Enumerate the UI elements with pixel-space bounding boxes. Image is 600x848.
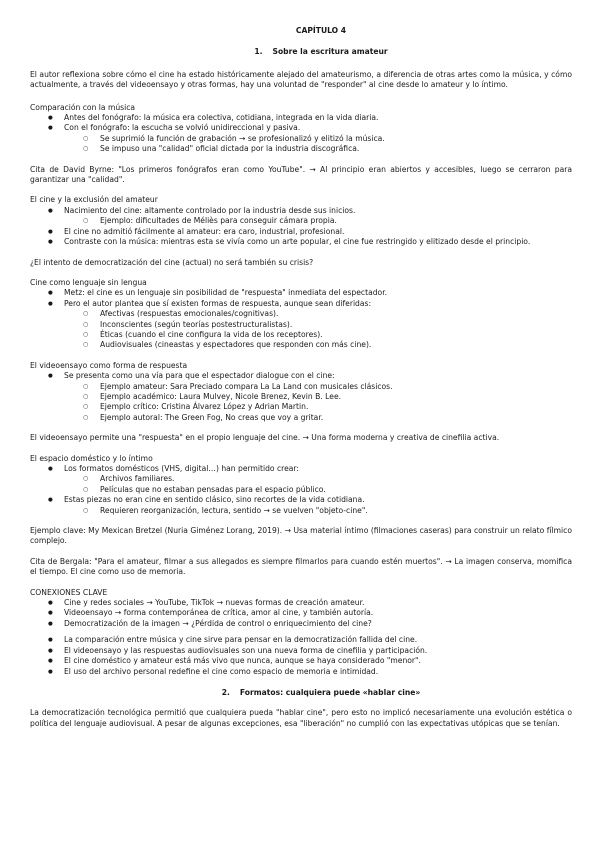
conclusion-bullet: ● El uso del archivo personal redefine el cine como espacio de memoria e intimidad.	[30, 667, 572, 677]
music-bullet: ● Antes del fonógrafo: la música era colectiva, cotidiana, integrada en la vida diaria.	[30, 113, 572, 123]
language-bullet: ● Pero el autor plantea que sí existen formas de respuesta, aunque sean diferidas:	[30, 299, 572, 309]
section-2-heading	[70, 688, 572, 698]
section-2-number: 2.	[221, 687, 230, 697]
domestic-bullet: ● Estas piezas no eran cine en sentido clásico, sino recortes de la vida cotidiana.	[30, 495, 572, 505]
essay-subbullet: ○ Ejemplo autoral: The Green Fog, No creas que voy a gritar.	[30, 413, 572, 423]
essay-note: El videoensayo permite una "respuesta" en el propio lenguaje del cine. → Una forma moderna y creativa de cinefilia activa.	[30, 433, 500, 443]
cinema-heading: El cine y la exclusión del amateur	[30, 195, 158, 205]
music-subbullet: ○ Se suprimió la función de grabación → se profesionalizó y elitizó la música.	[30, 134, 572, 144]
section-1-number: 1.	[254, 47, 263, 57]
bergala-quote: Cita de Bergala: "Para el amateur, filmar a sus allegados es siempre filmarlos para cuando estén muertos". → La imagen conserva, momifica el tiempo. El cine como uso de memoria.	[30, 556, 572, 577]
example-paragraph: Ejemplo clave: My Mexican Bretzel (Nuria Giménez Lorang, 2019). → Usa material íntimo (filmaciones caseras) para construir un relato fílmico complejo.	[30, 526, 572, 546]
domestic-subbullet: ○ Requieren reorganización, lectura, sentido → se vuelven "objeto-cine".	[30, 506, 572, 516]
section-1-title: Sobre la escritura amateur	[272, 47, 388, 57]
language-heading: Cine como lenguaje sin lengua	[30, 277, 147, 287]
domestic-heading: El espacio doméstico y lo íntimo	[30, 453, 153, 463]
section-1-heading	[70, 47, 572, 57]
intro-paragraph: El autor reflexiona sobre cómo el cine ha estado históricamente alejado del amateurismo, a diferencia de otras artes como la música, y cómo actualmente, a través del videoensayo y otras formas, hay una voluntad de "responder" al cine desde lo amateur y lo íntimo.	[30, 69, 572, 90]
essay-subbullet: ○ Ejemplo amateur: Sara Preciado compara La La Land con musicales clásicos.	[30, 382, 572, 392]
connections-bullet: ● Videoensayo → forma contemporánea de crítica, amor al cine, y también autoría.	[30, 608, 572, 618]
language-subbullet: ○ Éticas (cuando el cine configura la vida de los receptores).	[30, 330, 572, 340]
conclusion-bullet: ● El cine doméstico y amateur está más vivo que nunca, aunque se haya considerado "menor".	[30, 656, 572, 666]
language-subbullet: ○ Inconscientes (según teorías postestructuralistas).	[30, 320, 572, 330]
language-subbullet: ○ Afectivas (respuestas emocionales/cognitivas).	[30, 309, 572, 319]
cinema-subbullet: ○ Ejemplo: dificultades de Méliès para conseguir cámara propia.	[30, 216, 572, 226]
essay-subbullet: ○ Ejemplo académico: Laura Mulvey, Nicole Brenez, Kevin B. Lee.	[30, 392, 572, 402]
music-subbullet: ○ Se impuso una "calidad" oficial dictada por la industria discográfica.	[30, 144, 572, 154]
music-bullet: ● Con el fonógrafo: la escucha se volvió unidireccional y pasiva.	[30, 123, 572, 133]
closing-paragraph: La democratización tecnológica permitió que cualquiera pueda "hablar cine", pero esto no implicó necesariamente una evolución estética o política del lenguaje audiovisual. A pesar de algunas excepciones, esa "liberación" no cumplió con las expectativas utópicas que se tenían.	[30, 708, 572, 728]
document-page	[30, 26, 572, 729]
essay-heading: El videoensayo como forma de respuesta	[30, 360, 188, 370]
domestic-subbullet: ○ Archivos familiares.	[30, 474, 572, 484]
music-heading: Comparación con la música	[30, 102, 136, 112]
chapter-title: CAPÍTULO 4	[295, 26, 347, 35]
cinema-bullet: ● Contraste con la música: mientras esta se vivía como un arte popular, el cine fue restringido y elitizado desde el principio.	[30, 237, 572, 247]
domestic-subbullet: ○ Películas que no estaban pensadas para el espacio público.	[30, 485, 572, 495]
connections-heading: CONEXIONES CLAVE	[30, 587, 108, 597]
conclusion-bullet: ● El videoensayo y las respuestas audiovisuales son una nueva forma de cinefilia y participación.	[30, 646, 572, 656]
essay-bullet: ● Se presenta como una vía para que el espectador dialogue con el cine:	[30, 371, 572, 381]
conclusion-bullet: ● La comparación entre música y cine sirve para pensar en la democratización fallida del cine.	[30, 635, 572, 645]
essay-subbullet: ○ Ejemplo crítico: Cristina Álvarez López y Adrian Martin.	[30, 402, 572, 412]
connections-bullet: ● Cine y redes sociales → YouTube, TikTok → nuevas formas de creación amateur.	[30, 598, 572, 608]
section-2-title: Formatos: cualquiera puede «hablar cine»	[239, 687, 421, 697]
connections-bullet: ● Democratización de la imagen → ¿Pérdida de control o enriquecimiento del cine?	[30, 619, 572, 629]
democratization-question: ¿El intento de democratización del cine (actual) no será también su crisis?	[30, 257, 314, 267]
cinema-bullet: ● El cine no admitió fácilmente al amateur: era caro, industrial, profesional.	[30, 227, 572, 237]
language-bullet: ● Metz: el cine es un lenguaje sin posibilidad de "respuesta" inmediata del espectador.	[30, 288, 572, 298]
domestic-bullet: ● Los formatos domésticos (VHS, digital…) han permitido crear:	[30, 464, 572, 474]
byrne-quote: Cita de David Byrne: "Los primeros fonógrafos eran como YouTube". → Al principio eran abiertos y accesibles, luego se cerraron para garantizar una "calidad".	[30, 164, 572, 185]
cinema-bullet: ● Nacimiento del cine: altamente controlado por la industria desde sus inicios.	[30, 206, 572, 216]
language-subbullet: ○ Audiovisuales (cineastas y espectadores que responden con más cine).	[30, 340, 572, 350]
